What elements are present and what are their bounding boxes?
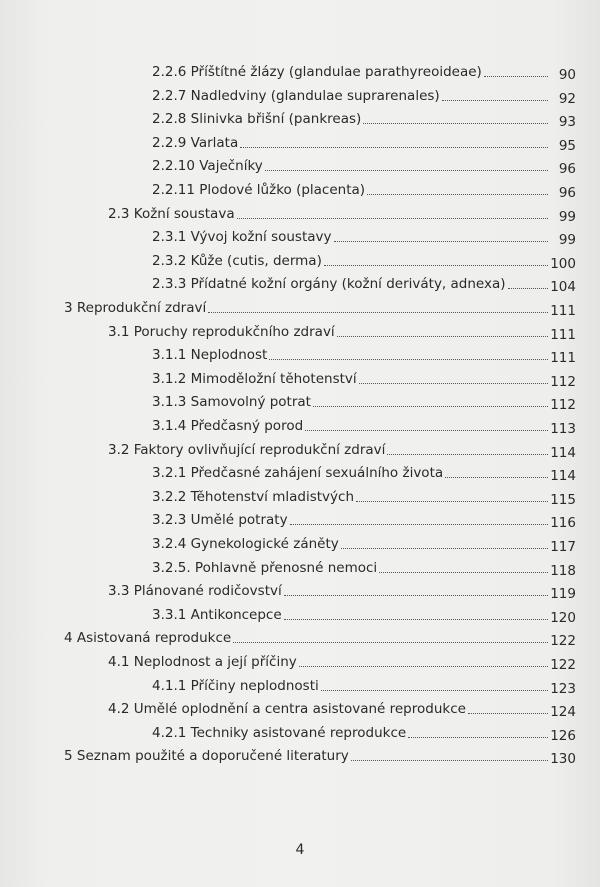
- toc-entry[interactable]: [152, 554, 576, 579]
- toc-entry[interactable]: [152, 152, 576, 178]
- toc-entry[interactable]: [64, 742, 576, 768]
- toc-entry-title: 3.3.1 Antikoncepce: [152, 606, 282, 623]
- toc-entry-page: 130: [550, 751, 576, 768]
- toc-entry[interactable]: [108, 436, 576, 461]
- toc-entry[interactable]: [152, 270, 576, 296]
- toc-leader-dots: [351, 759, 548, 761]
- toc-entry[interactable]: [152, 341, 576, 367]
- toc-leader-dots: [363, 122, 548, 124]
- toc-entry-page: 92: [558, 90, 576, 107]
- toc-entry-page: 96: [558, 185, 576, 201]
- toc-entry-title: 2.2.7 Nadledviny (glandulae suprarenales): [152, 87, 440, 104]
- toc-entry-page: 90: [558, 67, 576, 83]
- toc-entry-page: 116: [550, 515, 576, 532]
- toc-entry-title: 2.3.3 Přídatné kožní orgány (kožní deriváty, adnexa): [152, 276, 506, 293]
- toc-entry-title: 3.1.3 Samovolný potrat: [152, 394, 311, 411]
- toc-leader-dots: [284, 594, 548, 596]
- toc-entry-page: 122: [550, 633, 576, 650]
- toc-entry-page: 104: [550, 279, 576, 296]
- toc-entry[interactable]: [152, 365, 576, 390]
- toc-entry[interactable]: [152, 82, 576, 107]
- toc-leader-dots: [299, 665, 548, 667]
- toc-leader-dots: [484, 75, 548, 77]
- toc-entry-title: 4.2.1 Techniky asistované reprodukce: [152, 724, 407, 741]
- toc-entry-title: 3.2.2 Těhotenství mladistvých: [152, 488, 355, 505]
- toc-leader-dots: [321, 689, 548, 691]
- toc-entry-title: 4.1.1 Příčiny neplodnosti: [152, 677, 319, 694]
- toc-leader-dots: [284, 618, 548, 620]
- toc-leader-dots: [313, 405, 548, 407]
- toc-entry[interactable]: [108, 695, 576, 721]
- toc-entry-title: 2.2.8 Slinivka břišní (pankreas): [152, 111, 362, 128]
- toc-leader-dots: [379, 571, 548, 573]
- toc-entry-page: 113: [550, 421, 576, 437]
- toc-leader-dots: [408, 736, 548, 738]
- toc-entry[interactable]: [64, 294, 576, 319]
- toc-entry-title: 3 Reprodukční zdraví: [64, 300, 207, 316]
- toc-entry[interactable]: [108, 577, 576, 603]
- toc-leader-dots: [337, 335, 548, 337]
- toc-entry-title: 3.1.2 Mimoděložní těhotenství: [152, 370, 357, 387]
- toc-entry[interactable]: [152, 506, 576, 532]
- toc-entry[interactable]: [152, 58, 576, 83]
- toc-entry[interactable]: [152, 247, 576, 272]
- toc-entry-title: 3.3 Plánované rodičovství: [108, 583, 282, 600]
- page-number: 4: [295, 842, 305, 858]
- toc-entry[interactable]: [108, 648, 576, 673]
- toc-entry-title: 3.2.3 Umělé potraty: [152, 512, 288, 529]
- toc-entry[interactable]: [152, 223, 576, 249]
- toc-leader-dots: [269, 358, 548, 360]
- toc-entry-title: 3.2.5. Pohlavně přenosné nemoci: [152, 559, 378, 576]
- toc-entry[interactable]: [152, 601, 576, 626]
- toc-leader-dots: [508, 287, 548, 289]
- toc-entry-page: 111: [550, 350, 576, 367]
- toc-entry-title: 4.2 Umělé oplodnění a centra asistované reprodukce: [108, 701, 466, 718]
- toc-entry-page: 123: [550, 680, 576, 697]
- toc-entry[interactable]: [108, 200, 576, 225]
- toc-entry-title: 2.2.6 Příštítné žlázy (glandulae parathyreoideae): [152, 64, 482, 80]
- toc-entry[interactable]: [152, 129, 576, 154]
- toc-leader-dots: [237, 217, 548, 219]
- toc-entry-page: 95: [558, 137, 576, 154]
- toc-entry-title: 2.3.2 Kůže (cutis, derma): [152, 252, 322, 269]
- toc-entry-page: 114: [550, 444, 576, 461]
- toc-leader-dots: [334, 240, 548, 242]
- toc-entry-page: 112: [550, 373, 576, 390]
- toc-entry-title: 3.1.4 Předčasný porod: [152, 418, 304, 434]
- toc-entry-page: 96: [558, 161, 576, 178]
- toc-entry-page: 99: [558, 208, 576, 225]
- toc-entry-page: 126: [550, 727, 576, 744]
- toc-entry[interactable]: [152, 719, 576, 744]
- toc-entry-page: 118: [550, 562, 576, 579]
- toc-entry-page: 99: [558, 232, 576, 249]
- toc-entry[interactable]: [152, 459, 576, 485]
- toc-entry[interactable]: [152, 105, 576, 131]
- toc-entry-page: 111: [550, 326, 576, 343]
- toc-leader-dots: [233, 641, 548, 643]
- toc-entry-page: 112: [550, 397, 576, 414]
- toc-leader-dots: [305, 429, 548, 431]
- toc-entry-title: 3.2.4 Gynekologické záněty: [152, 536, 339, 552]
- toc-entry-page: 119: [550, 586, 576, 603]
- toc-entry-page: 124: [550, 704, 576, 721]
- toc-entry[interactable]: [108, 318, 576, 343]
- toc-entry-page: 100: [550, 255, 576, 272]
- toc-leader-dots: [359, 382, 548, 384]
- toc-leader-dots: [290, 523, 548, 525]
- toc-entry-title: 2.3 Kožní soustava: [108, 205, 235, 222]
- toc-entry-title: 3.2 Faktory ovlivňující reprodukční zdraví: [108, 441, 386, 458]
- toc-entry-page: 120: [550, 609, 576, 626]
- toc-entry-page: 93: [558, 114, 576, 131]
- toc-entry-title: 5 Seznam použité a doporučené literatury: [64, 748, 349, 765]
- toc-entry[interactable]: [64, 624, 576, 650]
- toc-leader-dots: [265, 169, 548, 171]
- toc-entry-title: 2.3.1 Vývoj kožní soustavy: [152, 229, 332, 246]
- toc-entry[interactable]: [152, 412, 576, 437]
- toc-entry-page: 114: [550, 468, 576, 485]
- toc-entry-page: 115: [550, 491, 576, 508]
- toc-leader-dots: [356, 500, 548, 502]
- toc-leader-dots: [208, 311, 548, 313]
- toc-leader-dots: [468, 712, 548, 714]
- toc-entry-title: 2.2.10 Vaječníky: [152, 158, 263, 175]
- toc-entry-page: 122: [550, 657, 576, 673]
- toc-entry[interactable]: [152, 530, 576, 555]
- toc-entry[interactable]: [152, 672, 576, 697]
- toc-entry-title: 4.1 Neplodnost a její příčiny: [108, 654, 297, 670]
- toc-entry-title: 3.1 Poruchy reprodukčního zdraví: [108, 323, 335, 340]
- toc-leader-dots: [324, 264, 548, 266]
- toc-leader-dots: [387, 453, 548, 455]
- toc-leader-dots: [367, 193, 548, 195]
- toc-leader-dots: [445, 476, 548, 478]
- toc-entry[interactable]: [152, 483, 576, 508]
- toc-entry-title: 3.2.1 Předčasné zahájení sexuálního života: [152, 465, 444, 482]
- toc-entry-title: 4 Asistovaná reprodukce: [64, 630, 232, 647]
- toc-entry-page: 117: [550, 539, 576, 555]
- toc-entry-page: 111: [550, 303, 576, 319]
- toc-entry[interactable]: [152, 388, 576, 414]
- toc-leader-dots: [442, 99, 548, 101]
- toc-entry-title: 2.2.11 Plodové lůžko (placenta): [152, 182, 366, 198]
- toc-entry-title: 3.1.1 Neplodnost: [152, 347, 268, 364]
- toc-leader-dots: [341, 547, 548, 549]
- toc-entry[interactable]: [152, 176, 576, 201]
- toc-leader-dots: [240, 146, 548, 148]
- toc-entry-title: 2.2.9 Varlata: [152, 134, 239, 151]
